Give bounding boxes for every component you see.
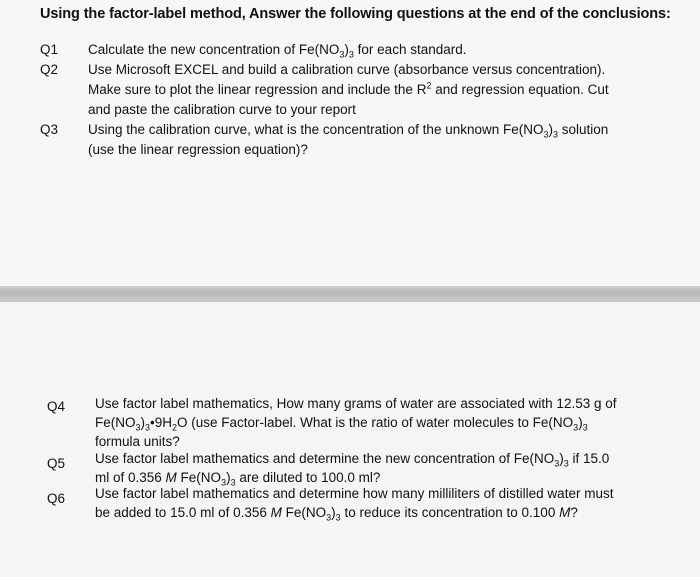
question-q1-text: Calculate the new concentration of $Fe(NO_3)_3$ for each standard. <box>88 42 467 60</box>
question-q6-line1: Use factor label mathematics and determine how many milliliters of distilled water must <box>95 486 614 501</box>
question-q2-line3: and paste the calibration curve to your report <box>88 102 356 117</box>
question-q3-line2: (use the linear regression equation)? <box>88 142 308 157</box>
question-q4-line2: $Fe(NO_3)_3•9H_2O$ (use Factor-label. What is the ratio of water molecules to $Fe(NO_3)_3$ <box>95 415 588 433</box>
question-number-q3: Q3 <box>40 122 59 137</box>
question-q4-line3: formula units? <box>95 434 180 449</box>
question-number-q2: Q2 <box>40 62 59 77</box>
question-q6-line2: be added to 15.0 ml of 0.356 M $Fe(NO_3)_3$ to reduce its concentration to 0.100 M? <box>95 505 578 523</box>
question-q2-line2: Make sure to plot the linear regression and include the $R^2$ and regression equation. Cut <box>88 80 609 97</box>
page-divider <box>0 286 700 302</box>
question-q3-line1: Using the calibration curve, what is the concentration of the unknown $Fe(NO_3)_3$ solution <box>88 122 609 140</box>
question-q2-line1: Use Microsoft EXCEL and build a calibration curve (absorbance versus concentration). <box>88 62 606 77</box>
question-number-q1: Q1 <box>40 42 59 57</box>
question-q4-line1: Use factor label mathematics, How many grams of water are associated with 12.53 g of <box>95 396 617 411</box>
question-number-q5: Q5 <box>47 456 66 471</box>
question-number-q6: Q6 <box>47 491 66 506</box>
question-q5-line2: ml of 0.356 M $Fe(NO_3)_3$ are diluted to 100.0 ml? <box>95 470 381 488</box>
question-q5-line1: Use factor label mathematics and determine the new concentration of $Fe(NO_3)_3$ if 15.0 <box>95 451 610 469</box>
page-title: Using the factor-label method, Answer the following questions at the end of the conclusions: <box>40 6 671 22</box>
question-number-q4: Q4 <box>47 399 66 414</box>
